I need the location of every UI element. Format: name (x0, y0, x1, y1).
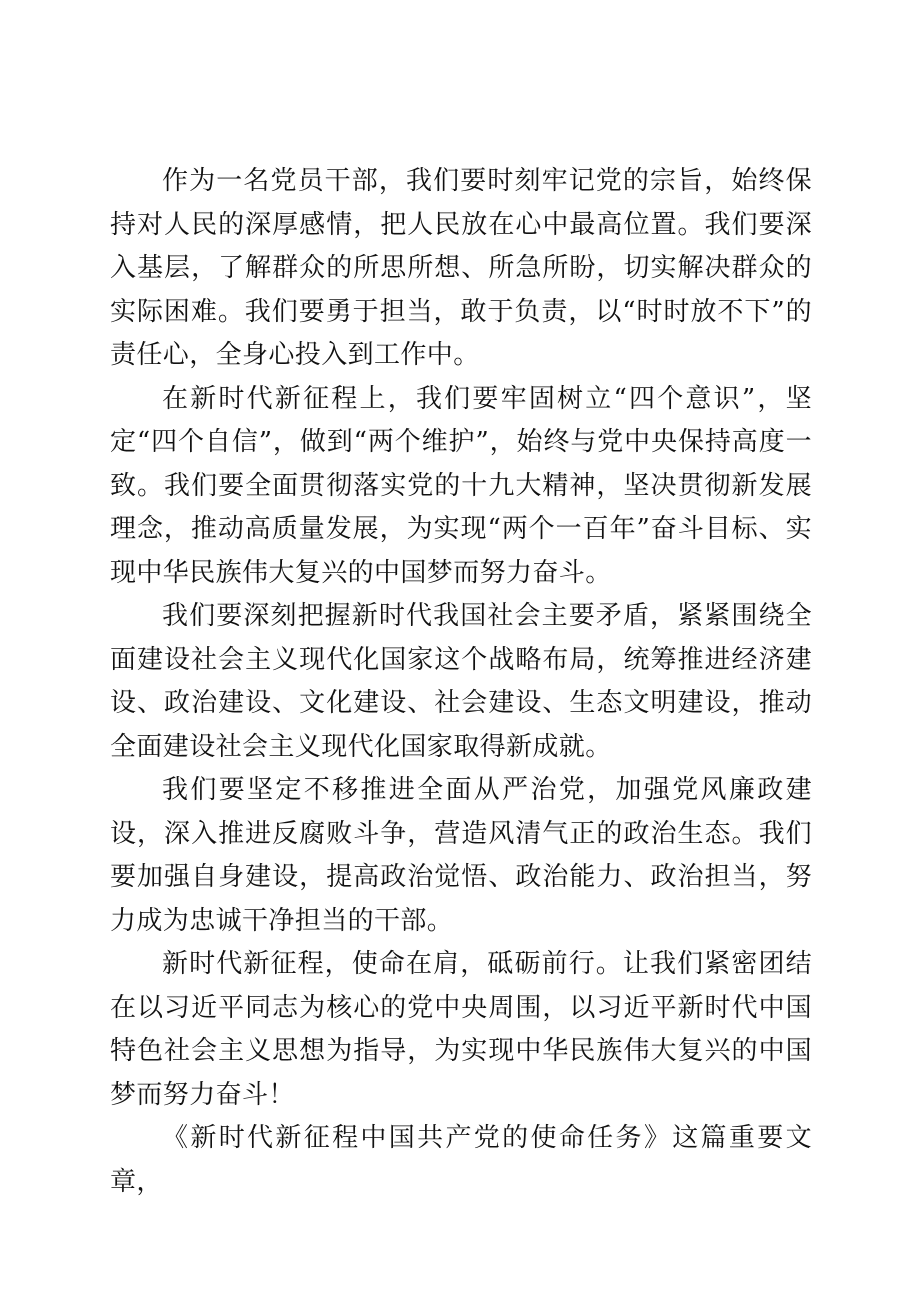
paragraph-6: 《新时代新征程中国共产党的使命任务》这篇重要文章， (110, 1123, 812, 1197)
paragraph-2: 在新时代新征程上，我们要牢固树立“四个意识”，坚定“四个自信”，做到“两个维护”，始终与党中央保持高度一致。我们要全面贯彻落实党的十九大精神，坚决贯彻新发展理念，推动高质量发展，为实现“两个一百年”奋斗目标、实现中华民族伟大复兴的中国梦而努力奋斗。 (110, 383, 812, 588)
paragraph-4: 我们要坚定不移推进全面从严治党，加强党风廉政建设，深入推进反腐败斗争，营造风清气正的政治生态。我们要加强自身建设，提高政治觉悟、政治能力、政治担当，努力成为忠诚干净担当的干部。 (110, 775, 812, 936)
paragraph-5: 新时代新征程，使命在肩，砥砺前行。让我们紧密团结在以习近平同志为核心的党中央周围，以习近平新时代中国特色社会主义思想为指导，为实现中华民族伟大复兴的中国梦而努力奋斗！ (110, 949, 812, 1110)
paragraph-1: 作为一名党员干部，我们要时刻牢记党的宗旨，始终保持对人民的深厚感情，把人民放在心中最高位置。我们要深入基层，了解群众的所思所想、所急所盼，切实解决群众的实际困难。我们要勇于担当，敢于负责，以“时时放不下”的责任心，全身心投入到工作中。 (110, 166, 812, 370)
document-body (110, 160, 812, 1204)
paragraph-3: 我们要深刻把握新时代我国社会主要矛盾，紧紧围绕全面建设社会主义现代化国家这个战略布局，统筹推进经济建设、政治建设、文化建设、社会建设、生态文明建设，推动全面建设社会主义现代化国家取得新成就。 (110, 601, 812, 762)
